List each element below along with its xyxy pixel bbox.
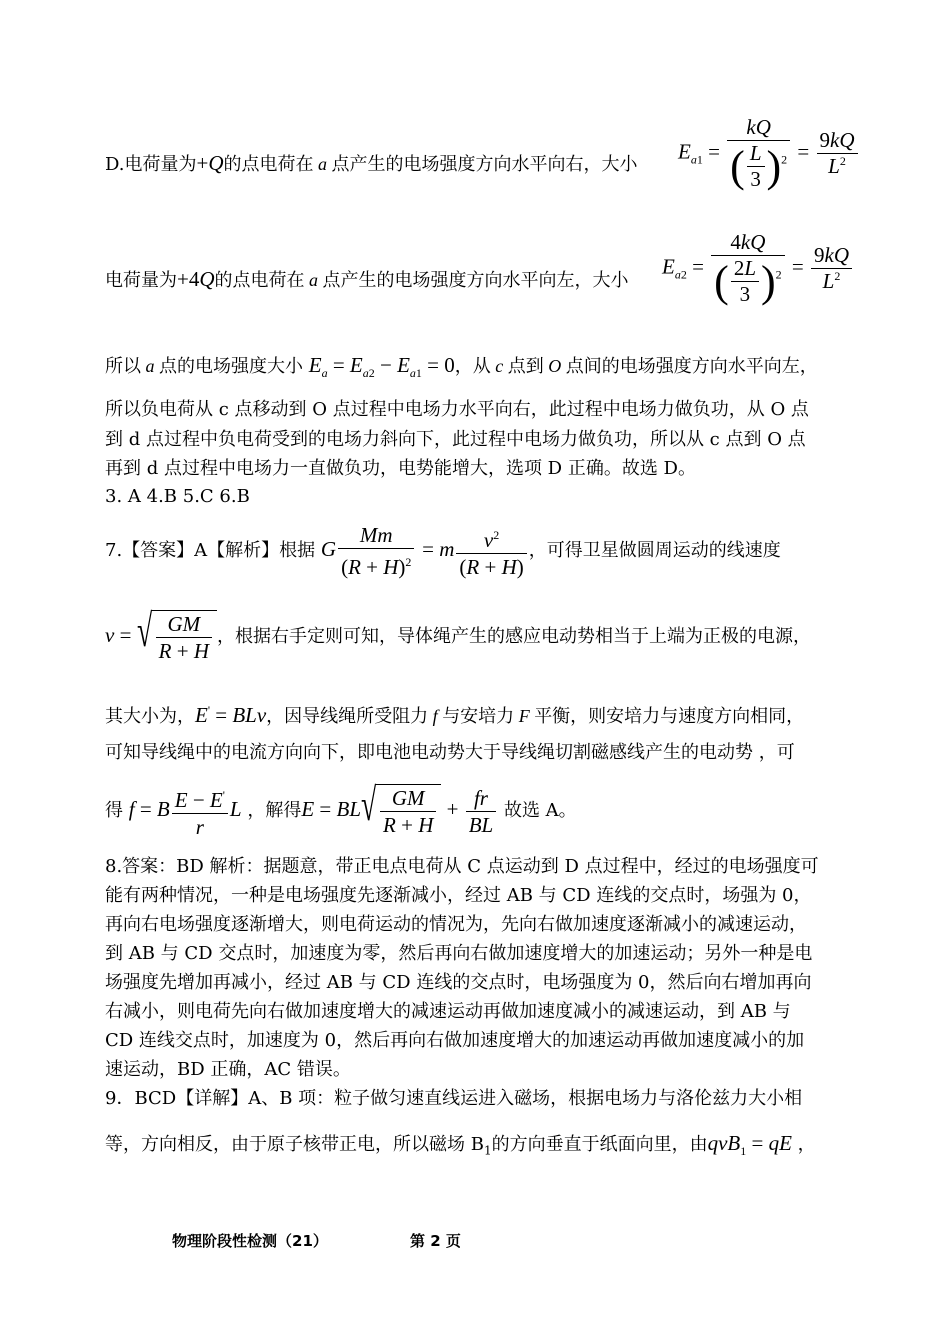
q8-line-2: 能有两种情况，一种是电场强度先逐渐减小，经过 AB 与 CD 连线的交点时，场强为 0， (105, 885, 812, 906)
q7-line-4: 可知导线绳中的电流方向向下，即电池电动势大于导线绳切割磁感线产生的电动势 ，可 (105, 742, 795, 763)
q8-line-5: 场强度先增加再减小，经过 AB 与 CD 连线的交点时，电场强度为 0，然后向右增加再向 (105, 972, 812, 993)
formula-ea2: $E_{a2}$ = 4kQ ( $\frac{2L}{3}$ )$^2$ = $\frac{9kQ}{L^2}$ (662, 230, 854, 307)
answers-3-6: 3. A 4.B 5.C 6.B (105, 486, 250, 507)
q7-line-2: v = √ $\frac{GM}{R + H}$ ，根据右手定则可知，导体绳产生的感应电动势相当于上端为正极的电源， (105, 605, 812, 663)
q8-line-8: 速运动，BD 正确，AC 错误。 (105, 1059, 351, 1080)
q8-line-4: 到 AB 与 CD 交点时，加速度为零，然后再向右做加速度增大的加速运动；另外一种是电 (105, 943, 813, 964)
q7-line-1: 7.【答案】A【解析】根据 G $\frac{Mm}{(R + H)^2}$ = m $\frac{v^2}{(R + H)}$ ，可得卫星做圆周运动的线速度 (105, 523, 781, 579)
q8-line-1: 8.答案：BD 解析：据题意，带正电点电荷从 C 点运动到 D 点过程中，经过的电场强度可 (105, 856, 819, 877)
line-4q-charge: 电荷量为+4Q的点电荷在 a 点产生的电场强度方向水平向左，大小 (105, 267, 629, 291)
line-5: 到 d 点过程中负电荷受到的电场力斜向下，此过程中电场力做负功，所以从 c 点到 O 点 (105, 429, 806, 450)
footer-page-number: 第 2 页 (410, 1232, 461, 1250)
line-4: 所以负电荷从 c 点移动到 O 点过程中电场力水平向右，此过程中电场力做负功，从 O 点 (105, 399, 809, 420)
line-d-option: D.电荷量为+Q的点电荷在 a 点产生的电场强度方向水平向右，大小 (105, 151, 638, 175)
q9-line-1: 9．BCD【详解】A、B 项：粒子做匀速直线运进入磁场，根据电场力与洛伦兹力大小相 (105, 1088, 803, 1109)
q8-line-3: 再向右电场强度逐渐增大，则电荷运动的情况为，先向右做加速度逐渐减小的减速运动， (105, 914, 807, 935)
formula-ea1: $E_{a1}$ = kQ ( $\frac{L}{3}$ )$^2$ = $\frac{9kQ}{L^2}$ (678, 115, 860, 192)
q9-line-2: 等，方向相反，由于原子核带正电，所以磁场 $B_1$的方向垂直于纸面向里，由qvB$_1$ = qE ， (105, 1131, 816, 1159)
q7-line-5: 得 f = B $\frac{E - E'}{r}$ L ，解得E = BL √ $\frac{GM}{R + H}$ + $\frac{fr}{BL}$ 故选 A。 (105, 779, 577, 839)
q7-line-3: 其大小为，E' = BLv，因导线绳所受阻力 f 与安培力 F 平衡，则安培力与速度方向相同， (105, 703, 805, 727)
q8-line-6: 右减小，则电荷先向右做加速度增大的减速运动再做加速度减小的减速运动，到 AB 与 (105, 1001, 791, 1022)
q8-line-7: CD 连线交点时，加速度为 0，然后再向右做加速度增大的加速运动再做加速度减小的加 (105, 1030, 805, 1051)
line-6: 再到 d 点过程中电场力一直做负功，电势能增大，选项 D 正确。故选 D。 (105, 458, 696, 479)
footer-title: 物理阶段性检测（21） (172, 1232, 328, 1250)
line-field-sum: 所以 a 点的电场强度大小 $E_a = E_{a2} - E_{a1} = 0$，从 c 点到 O 点间的电场强度方向水平向左， (105, 353, 818, 381)
